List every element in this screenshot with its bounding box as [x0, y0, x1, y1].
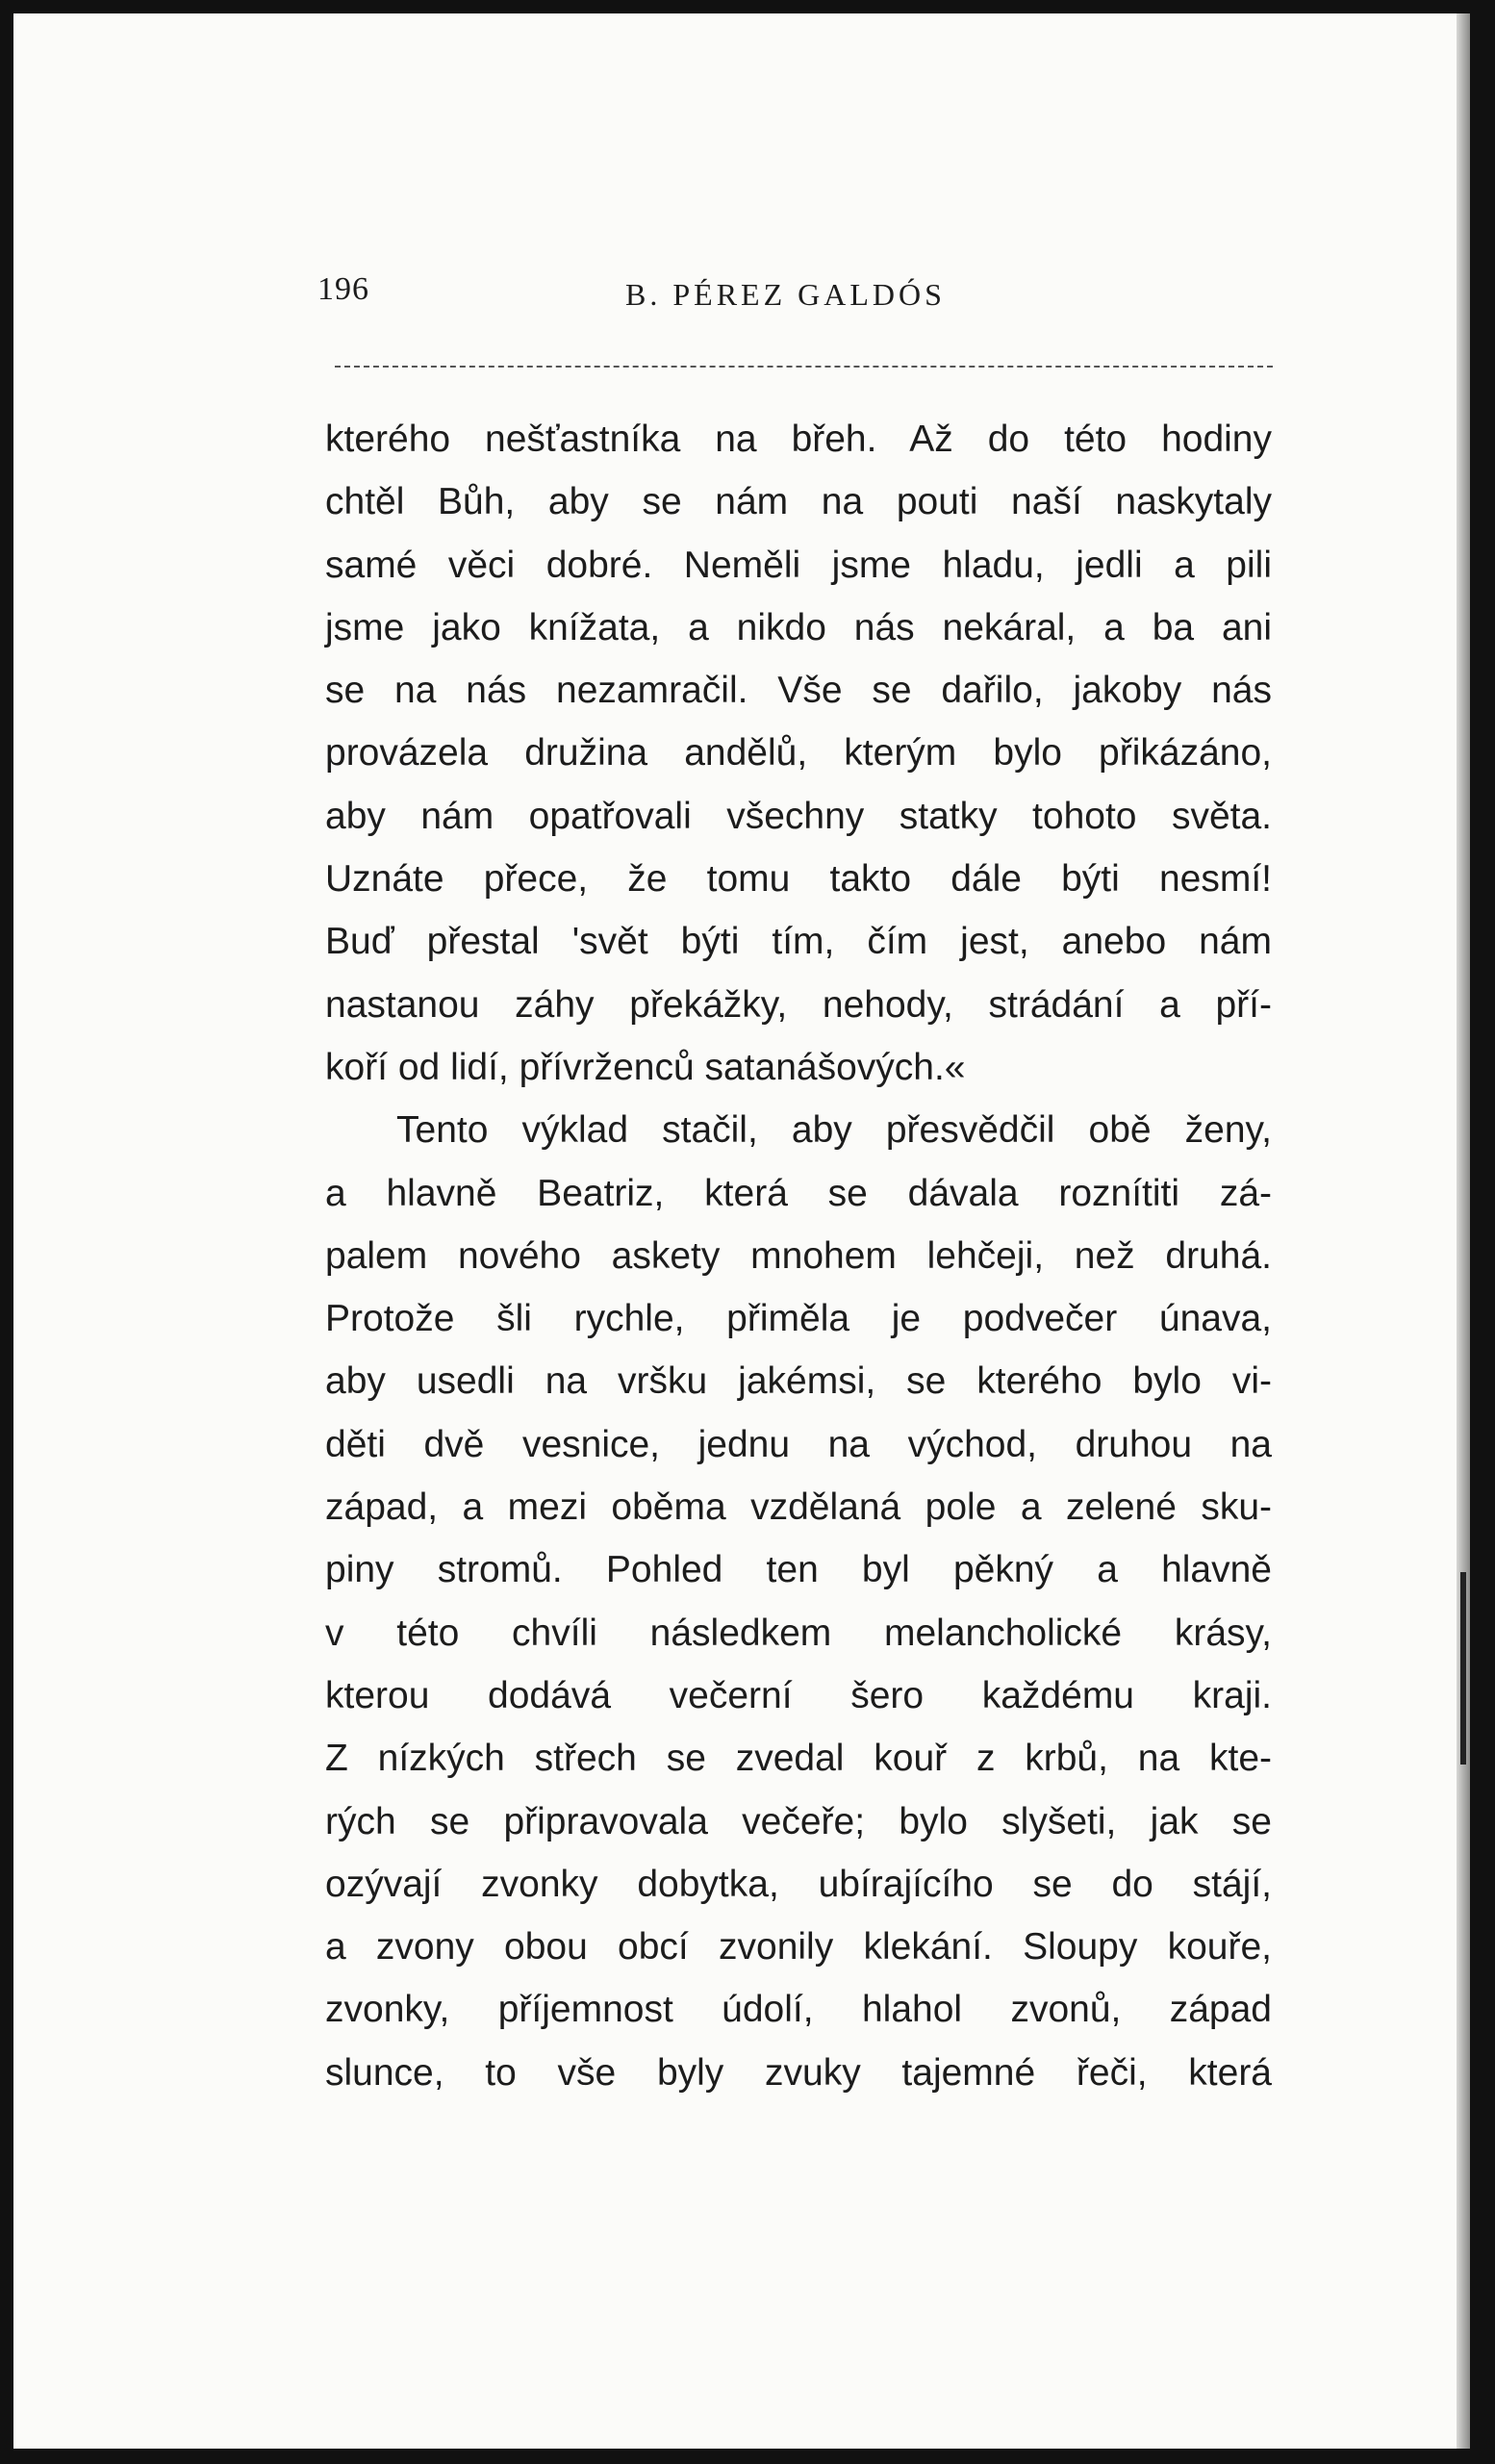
text-line: rých se připravovala večeře; bylo slyšeti, jak se: [325, 1800, 1272, 1842]
text-line: kterého nešťastníka na břeh. Až do této hodiny: [325, 419, 1272, 460]
paragraph-end-line: koří od lidí, přívrženců satanášových.«: [325, 1046, 966, 1088]
text-line: kterou dodává večerní šero každému kraji.: [325, 1674, 1272, 1716]
text-line: piny stromů. Pohled ten byl pěkný a hlavně: [325, 1549, 1272, 1591]
text-line: ozývají zvonky dobytka, ubírajícího se do stájí,: [325, 1863, 1272, 1905]
text-line: Protože šli rychle, přiměla je podvečer únava,: [325, 1298, 1272, 1340]
text-line: Uznáte přece, že tomu takto dále býti nesmí!: [325, 858, 1272, 901]
text-line: se na nás nezamračil. Vše se dařilo, jakoby nás: [325, 670, 1272, 712]
header-rule: [335, 366, 1273, 368]
text-line: nastanou záhy překážky, nehody, strádání a pří-: [325, 983, 1272, 1026]
text-line: a hlavně Beatriz, která se dávala roznítiti zá-: [325, 1172, 1272, 1214]
text-line: slunce, to vše byly zvuky tajemné řeči, která: [325, 2051, 1272, 2094]
text-line: v této chvíli následkem melancholické krásy,: [325, 1612, 1272, 1654]
running-header: [317, 271, 1280, 329]
text-line: samé věci dobré. Neměli jsme hladu, jedli a pili: [325, 544, 1272, 586]
text-line: aby nám opatřovali všechny statky tohoto světa.: [325, 795, 1272, 837]
text-line: děti dvě vesnice, jednu na východ, druhou na: [325, 1423, 1272, 1465]
running-title: B. PÉREZ GALDÓS: [625, 277, 946, 312]
page-number: 196: [317, 271, 369, 307]
text-line: Z nízkých střech se zvedal kouř z krbů, na kte-: [325, 1738, 1272, 1780]
text-line: palem nového askety mnohem lehčeji, než druhá.: [325, 1234, 1272, 1277]
paragraph-first-line: Tento výklad stačil, aby přesvědčil obě ženy,: [396, 1109, 1272, 1152]
text-line: zvonky, příjemnost údolí, hlahol zvonů, západ: [325, 1989, 1272, 2031]
text-line: chtěl Bůh, aby se nám na pouti naší naskytaly: [325, 481, 1272, 523]
body-text: [325, 408, 1272, 2104]
text-line: západ, a mezi oběma vzdělaná pole a zelené sku-: [325, 1486, 1272, 1529]
page-edge-mark: [1460, 1572, 1466, 1765]
text-line: jsme jako knížata, a nikdo nás nekáral, a ba ani: [325, 606, 1272, 648]
text-line: Buď přestal 'svět býti tím, čím jest, anebo nám: [325, 921, 1272, 963]
page-edge-shadow: [1457, 13, 1470, 2449]
text-line: provázela družina andělů, kterým bylo přikázáno,: [325, 732, 1272, 775]
text-line: aby usedli na vršku jakémsi, se kterého bylo vi-: [325, 1360, 1272, 1403]
text-line: a zvony obou obcí zvonily klekání. Sloupy kouře,: [325, 1926, 1272, 1969]
